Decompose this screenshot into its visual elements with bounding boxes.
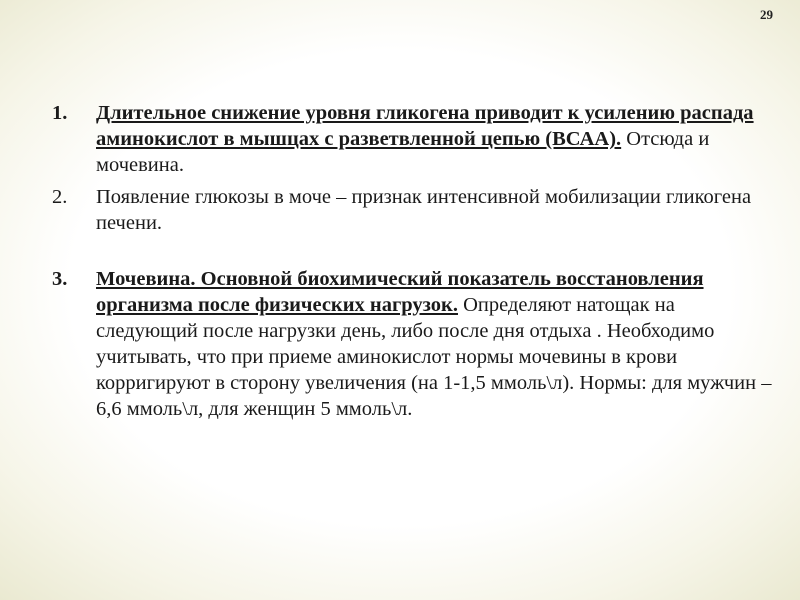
list-item-text: Появление глюкозы в моче – признак интенсивной мобилизации гликогена печени. xyxy=(96,186,752,234)
list-item-heading: Мочевина. Основной биохимический показатель восстановления организма после физических нагрузок. xyxy=(96,268,704,316)
list-item-1 xyxy=(52,100,772,178)
list-item-text: Отсюда и мочевина. xyxy=(96,128,710,176)
list-item-number: 3. xyxy=(52,268,68,290)
numbered-list xyxy=(52,100,772,422)
list-item-3 xyxy=(52,266,772,422)
list-item-text: Определяют натощак на следующий после нагрузки день, либо после дня отдыха . Необходимо учитывать, что при приеме аминокислот нормы мочевины в крови корригируют в сторону увеличения (на 1-1,5 ммоль\л). Нормы: для мужчин – 6,6 ммоль\л, для женщин 5 ммоль\л. xyxy=(96,294,772,420)
list-item-2 xyxy=(52,184,772,236)
list-item-number: 2. xyxy=(52,186,68,208)
list-item-heading: Длительное снижение уровня гликогена приводит к усилению распада аминокислот в мышцах с разветвленной цепью (ВСАА). xyxy=(96,102,754,150)
page-number: 29 xyxy=(760,7,773,22)
list-item-number: 1. xyxy=(52,102,68,124)
